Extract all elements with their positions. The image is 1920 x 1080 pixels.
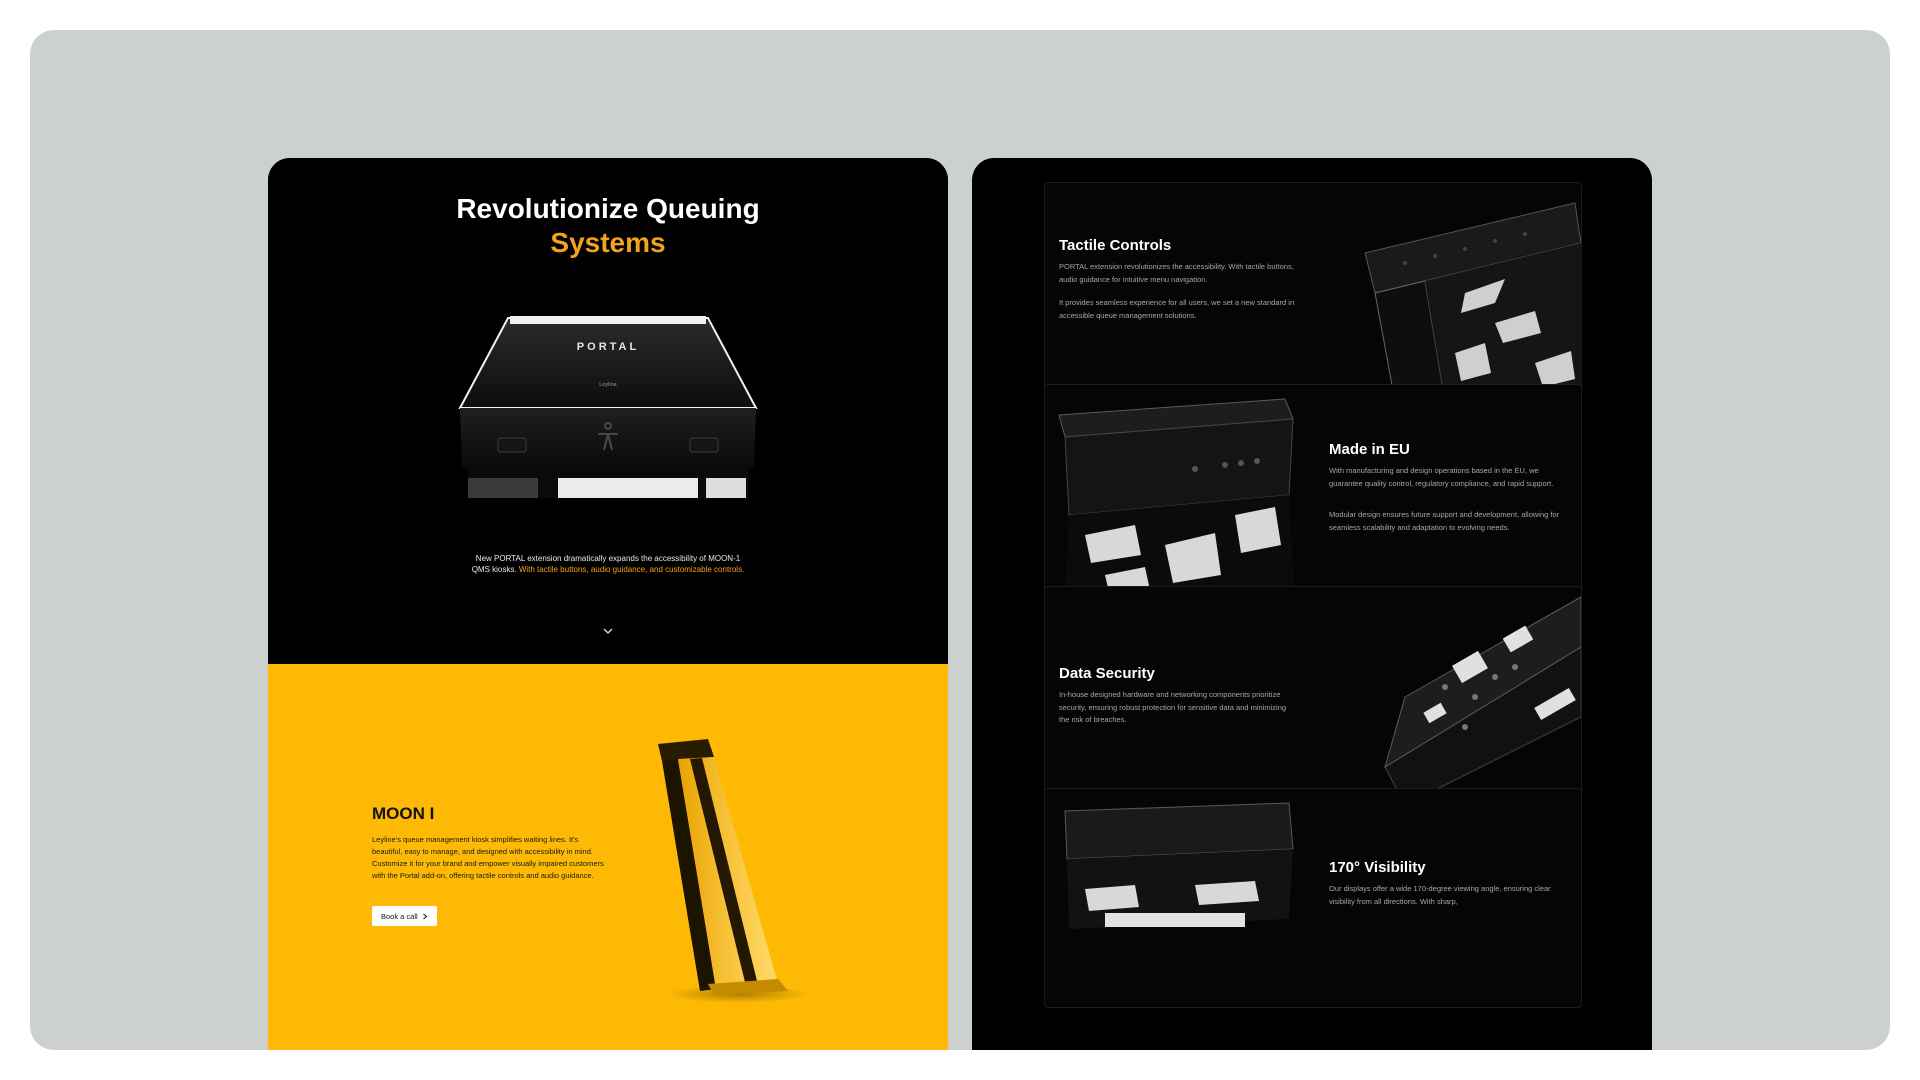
feature-card-170-visibility (1044, 788, 1582, 1008)
hero-section (268, 158, 948, 664)
hero-description-highlight: With tactile buttons, audio guidance, and customizable controls. (518, 565, 745, 574)
feature-text: Our displays offer a wide 170-degree viewing angle, ensuring clear visibility from all directions. With sharp, (1329, 884, 1551, 906)
visibility-image (1045, 789, 1295, 1007)
hero-description (468, 553, 748, 575)
made-in-eu-image (1045, 385, 1295, 603)
feature-text: PORTAL extension revolutionizes the accessibility. With tactile buttons, audio guidance for intuitive menu navigation. (1059, 262, 1294, 284)
hero-title-line1: Revolutionize Queuing (456, 193, 760, 224)
feature-card-made-in-eu (1044, 384, 1582, 604)
book-a-call-button[interactable] (372, 906, 437, 926)
feature-text: In-house designed hardware and networking components prioritize security, ensuring robust protection for sensitive data and minimizing the risk of breaches. (1059, 690, 1287, 724)
hero-title-line2: Systems (550, 227, 666, 258)
book-a-call-label: Book a call (381, 911, 418, 921)
portal-device-label: PORTAL (576, 341, 640, 353)
hero-description-plain: New PORTAL extension dramatically expands the accessibility of MOON-1 QMS kiosks. (471, 554, 741, 574)
feature-card-data-security (1044, 586, 1582, 806)
hero-title (268, 192, 948, 260)
showcase-canvas (30, 30, 1890, 1050)
feature-title: Data Security (1059, 665, 1155, 682)
feature-title: Tactile Controls (1059, 237, 1172, 254)
feature-card-tactile-controls (1044, 182, 1582, 402)
feature-title: 170° Visibility (1329, 859, 1426, 876)
feature-title: Made in EU (1329, 441, 1410, 458)
chevron-down-icon[interactable] (601, 626, 615, 636)
moon-kiosk-image (638, 739, 838, 1009)
portal-device-brand: Leyline (599, 382, 617, 388)
moon-section (268, 664, 948, 1050)
landing-page-preview (268, 158, 948, 1050)
moon-description: Leyline's queue management kiosk simplifies waiting lines. It's beautiful, easy to manage, and designed with accessibility in mind. Customize it for your brand and empower visually impaired customers with the Portal add-on, offering tactile controls and audio guidance. (372, 835, 604, 880)
feature-text: It provides seamless experience for all users, we set a new standard in accessible queue management solutions. (1059, 298, 1295, 320)
moon-title: MOON I (372, 804, 435, 823)
chevron-right-icon (422, 913, 428, 920)
features-page-preview (972, 158, 1652, 1050)
feature-text: With manufacturing and design operations based in the EU, we guarantee quality control, regulatory compliance, and rapid support. (1329, 466, 1554, 488)
feature-text: Modular design ensures future support and development, allowing for seamless scalability and adaptation to evolving needs. (1329, 510, 1560, 532)
tactile-controls-image (1345, 183, 1581, 401)
portal-device-image (438, 308, 778, 538)
data-security-image (1345, 587, 1581, 805)
